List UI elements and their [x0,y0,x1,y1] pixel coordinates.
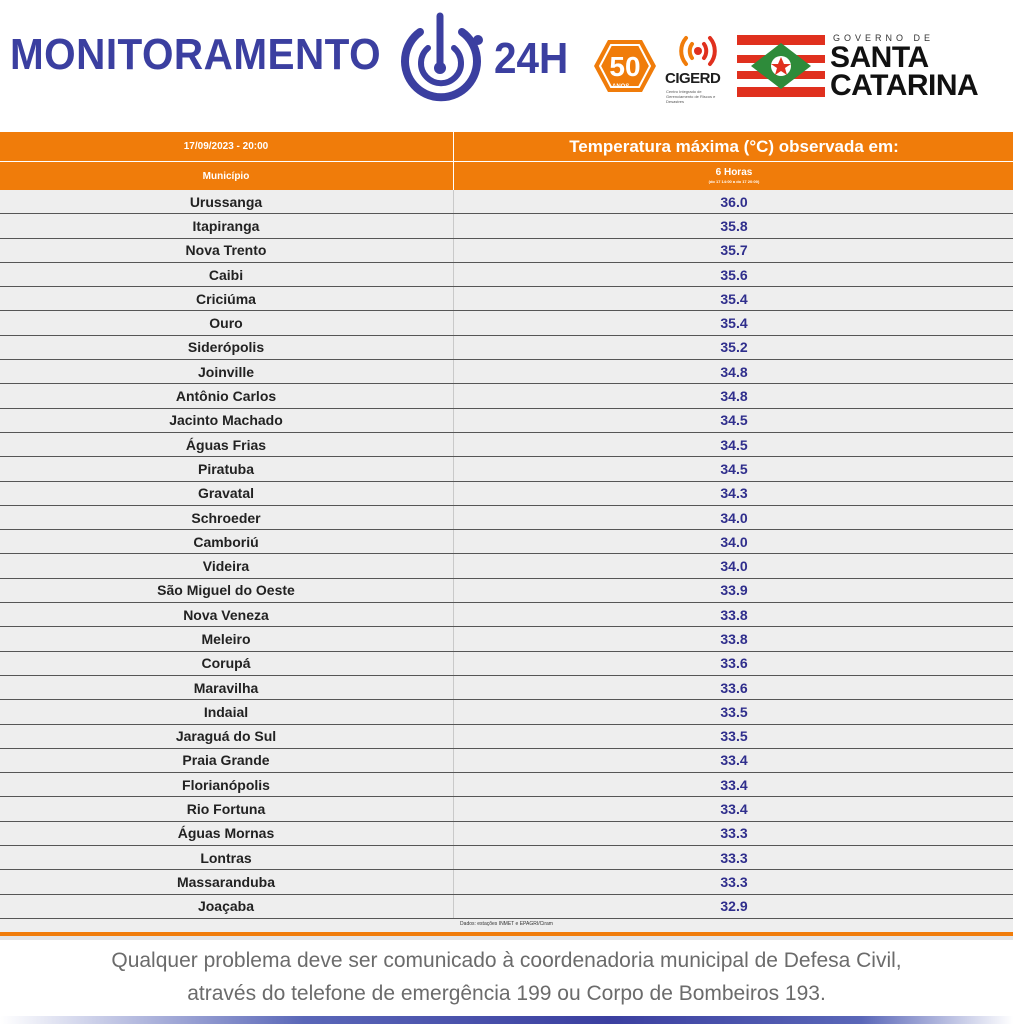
temperature-cell: 35.2 [453,336,1013,359]
municipio-cell: Schroeder [191,509,261,526]
temperature-cell: 34.0 [453,530,1013,553]
temperature-cell: 35.4 [453,287,1013,310]
municipio-cell: São Miguel do Oeste [157,582,295,599]
table-row [0,384,1013,408]
temperature-cell: 33.8 [453,627,1013,650]
monitoring-power-icon [392,10,488,110]
bottom-decoration-bar [0,1016,1013,1024]
temperature-cell: 34.8 [453,360,1013,383]
table-row [0,627,1013,651]
report-datetime: 17/09/2023 - 20:00 [183,141,269,152]
table-row [0,190,1013,214]
table-row [0,336,1013,360]
temperature-cell: 33.6 [453,676,1013,699]
municipio-cell: Corupá [201,655,251,672]
column-period-label: (do 17 14:00 a do 17 20:00) [708,179,760,184]
gov-line1: SANTA [830,41,929,74]
table-row [0,822,1013,846]
data-source-note: Dados: estações INMET e EPAGRI/Ciram [460,921,553,927]
table-title: Temperatura máxima (°C) observada em: [453,132,1013,161]
temperature-cell: 33.6 [453,652,1013,675]
table-body [0,190,1013,919]
table-row [0,239,1013,263]
municipio-cell: Siderópolis [187,339,265,356]
table-row [0,870,1013,894]
temperature-cell: 34.3 [453,482,1013,505]
municipio-cell: Lontras [200,849,252,866]
temperature-cell: 34.0 [453,554,1013,577]
municipio-cell: Florianópolis [182,776,270,793]
gov-line2: CATARINA [830,69,979,102]
temperature-cell: 33.3 [453,846,1013,869]
column-header-hours [453,162,1013,190]
municipio-cell: Joinville [197,363,255,380]
temperature-cell: 35.6 [453,263,1013,286]
temperature-cell: 33.9 [453,579,1013,602]
page-header [0,0,1013,132]
logo50-caption: ANOS [612,84,630,90]
table-row [0,482,1013,506]
table-row [0,311,1013,335]
santa-catarina-flag-icon [737,35,825,97]
municipio-cell: Itapiranga [192,217,260,234]
temperature-cell: 34.0 [453,506,1013,529]
table-row [0,700,1013,724]
table-row [0,603,1013,627]
municipio-cell: Ouro [209,315,243,332]
table-row [0,676,1013,700]
temperature-cell: 36.0 [453,190,1013,213]
temperature-cell: 34.5 [453,409,1013,432]
cigerd-subtitle: Centro Integrado de Gerenciamento de Riscos e Desastres [666,89,716,104]
municipio-cell: Urussanga [189,193,263,210]
gov-label-big [830,41,979,102]
table-row [0,457,1013,481]
temperature-table [0,132,1013,932]
municipio-cell: Rio Fortuna [186,801,266,818]
temperature-cell: 33.4 [453,773,1013,796]
municipio-cell: Indaial [203,703,249,720]
municipio-cell: Jacinto Machado [169,412,283,429]
municipio-cell: Criciúma [196,290,256,307]
brand-title: MONITORAMENTO [10,30,382,79]
municipio-cell: Camboriú [193,533,259,550]
temperature-cell: 33.4 [453,749,1013,772]
municipio-cell: Nova Trento [185,242,267,259]
table-row [0,579,1013,603]
temperature-cell: 33.5 [453,700,1013,723]
gov-label-small: GOVERNO DE [833,33,935,43]
footer-line-2: através do telefone de emergência 199 ou Corpo de Bombeiros 193. [187,982,826,1005]
temperature-cell: 35.8 [453,214,1013,237]
municipio-cell: Gravatal [197,485,255,502]
municipio-cell: Águas Mornas [177,825,275,842]
table-row [0,360,1013,384]
table-row [0,773,1013,797]
table-row [0,554,1013,578]
municipio-cell: Massaranduba [176,873,276,890]
table-row [0,506,1013,530]
municipio-cell: Caibi [208,266,244,283]
table-row [0,652,1013,676]
temperature-cell: 35.7 [453,239,1013,262]
table-row [0,846,1013,870]
temperature-cell: 33.4 [453,797,1013,820]
table-row [0,895,1013,919]
municipio-cell: Nova Veneza [183,606,269,623]
logo50-number: 50 [609,51,641,82]
temperature-cell: 34.5 [453,433,1013,456]
temperature-cell: 32.9 [453,895,1013,918]
temperature-cell: 33.3 [453,822,1013,845]
table-row [0,409,1013,433]
cigerd-label: CIGERD [665,70,721,87]
municipio-cell: Maravilha [193,679,259,696]
municipio-cell: Videira [202,558,250,575]
divider-band [0,936,1013,940]
footer-notice [0,944,1013,1010]
temperature-cell: 33.3 [453,870,1013,893]
temperature-cell: 34.5 [453,457,1013,480]
temperature-cell: 33.8 [453,603,1013,626]
municipio-cell: Jaraguá do Sul [175,728,277,745]
table-row [0,214,1013,238]
column-header-municipio: Município [202,170,250,182]
municipio-cell: Piratuba [197,460,254,477]
municipio-cell: Joaçaba [197,898,255,915]
table-row [0,749,1013,773]
column-hours-label: 6 Horas [715,167,753,178]
cigerd-signal-icon [672,30,724,72]
temperature-cell: 34.8 [453,384,1013,407]
municipio-cell: Praia Grande [182,752,270,769]
table-row [0,287,1013,311]
table-row [0,725,1013,749]
municipio-cell: Meleiro [201,630,251,647]
brand-24h: 24H [494,34,569,83]
municipio-cell: Águas Frias [185,436,267,453]
table-row [0,263,1013,287]
footer-line-1: Qualquer problema deve ser comunicado à coordenadoria municipal de Defesa Civil, [111,949,902,972]
municipio-cell: Antônio Carlos [175,388,277,405]
table-row [0,530,1013,554]
table-row [0,433,1013,457]
temperature-cell: 33.5 [453,725,1013,748]
table-row [0,797,1013,821]
table-header-row-2 [0,162,1013,190]
temperature-cell: 35.4 [453,311,1013,334]
table-header-row-1 [0,132,1013,162]
